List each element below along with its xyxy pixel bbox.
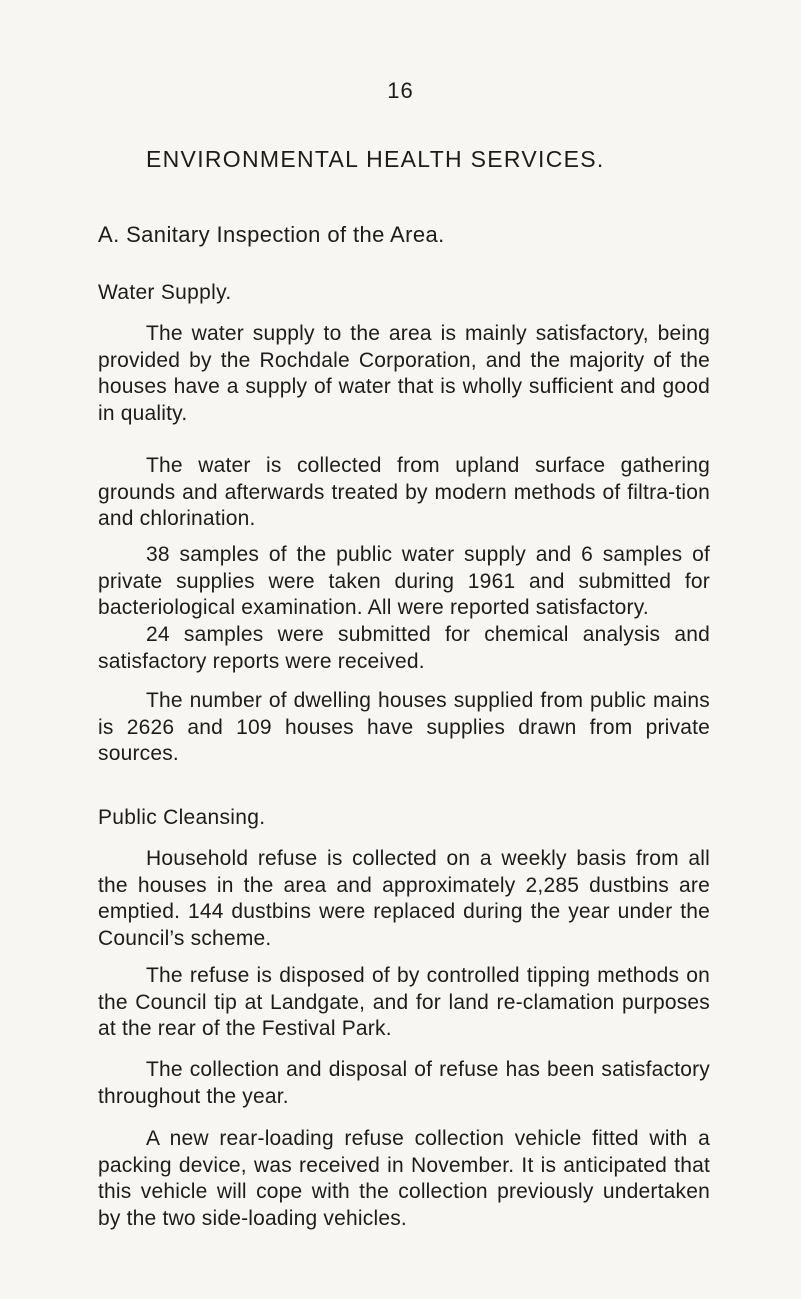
public-cleansing-paragraph-3: The collection and disposal of refuse has been satisfactory throughout the year. [98, 1058, 710, 1108]
water-supply-paragraph-4: 24 samples were submitted for chemical analysis and satisfactory reports were received. [98, 623, 710, 673]
public-cleansing-paragraph-4: A new rear-loading refuse collection vehicle fitted with a packing device, was received in November. It is anticipated that this vehicle will cope with the collection previously undertaken by the two side-loading vehicles. [98, 1127, 710, 1230]
page-number: 16 [387, 78, 414, 103]
public-cleansing-paragraph-2: The refuse is disposed of by controlled tipping methods on the Council tip at Landgate, and for land re-clamation purposes at the rear of the Festival Park. [98, 964, 710, 1040]
public-cleansing-paragraph-1: Household refuse is collected on a weekly basis from all the houses in the area and approximately 2,285 dustbins are emptied. 144 dustbins were replaced during the year under the Council’s scheme. [98, 847, 710, 950]
section-heading: A. Sanitary Inspection of the Area. [98, 222, 445, 247]
water-supply-heading: Water Supply. [98, 281, 232, 304]
water-supply-paragraph-3: 38 samples of the public water supply and 6 samples of private supplies were taken during 1961 and submitted for bacteriological examination. All were reported satisfactory. [98, 543, 710, 619]
water-supply-paragraph-2: The water is collected from upland surface gathering grounds and afterwards treated by modern methods of filtra-tion and chlorination. [98, 454, 710, 530]
water-supply-paragraph-1: The water supply to the area is mainly satisfactory, being provided by the Rochdale Corporation, and the majority of the houses have a supply of water that is wholly sufficient and good in quality. [98, 322, 710, 425]
water-supply-paragraph-5: The number of dwelling houses supplied from public mains is 2626 and 109 houses have supplies drawn from private sources. [98, 689, 710, 765]
page-title: ENVIRONMENTAL HEALTH SERVICES. [146, 146, 605, 172]
public-cleansing-heading: Public Cleansing. [98, 806, 266, 829]
